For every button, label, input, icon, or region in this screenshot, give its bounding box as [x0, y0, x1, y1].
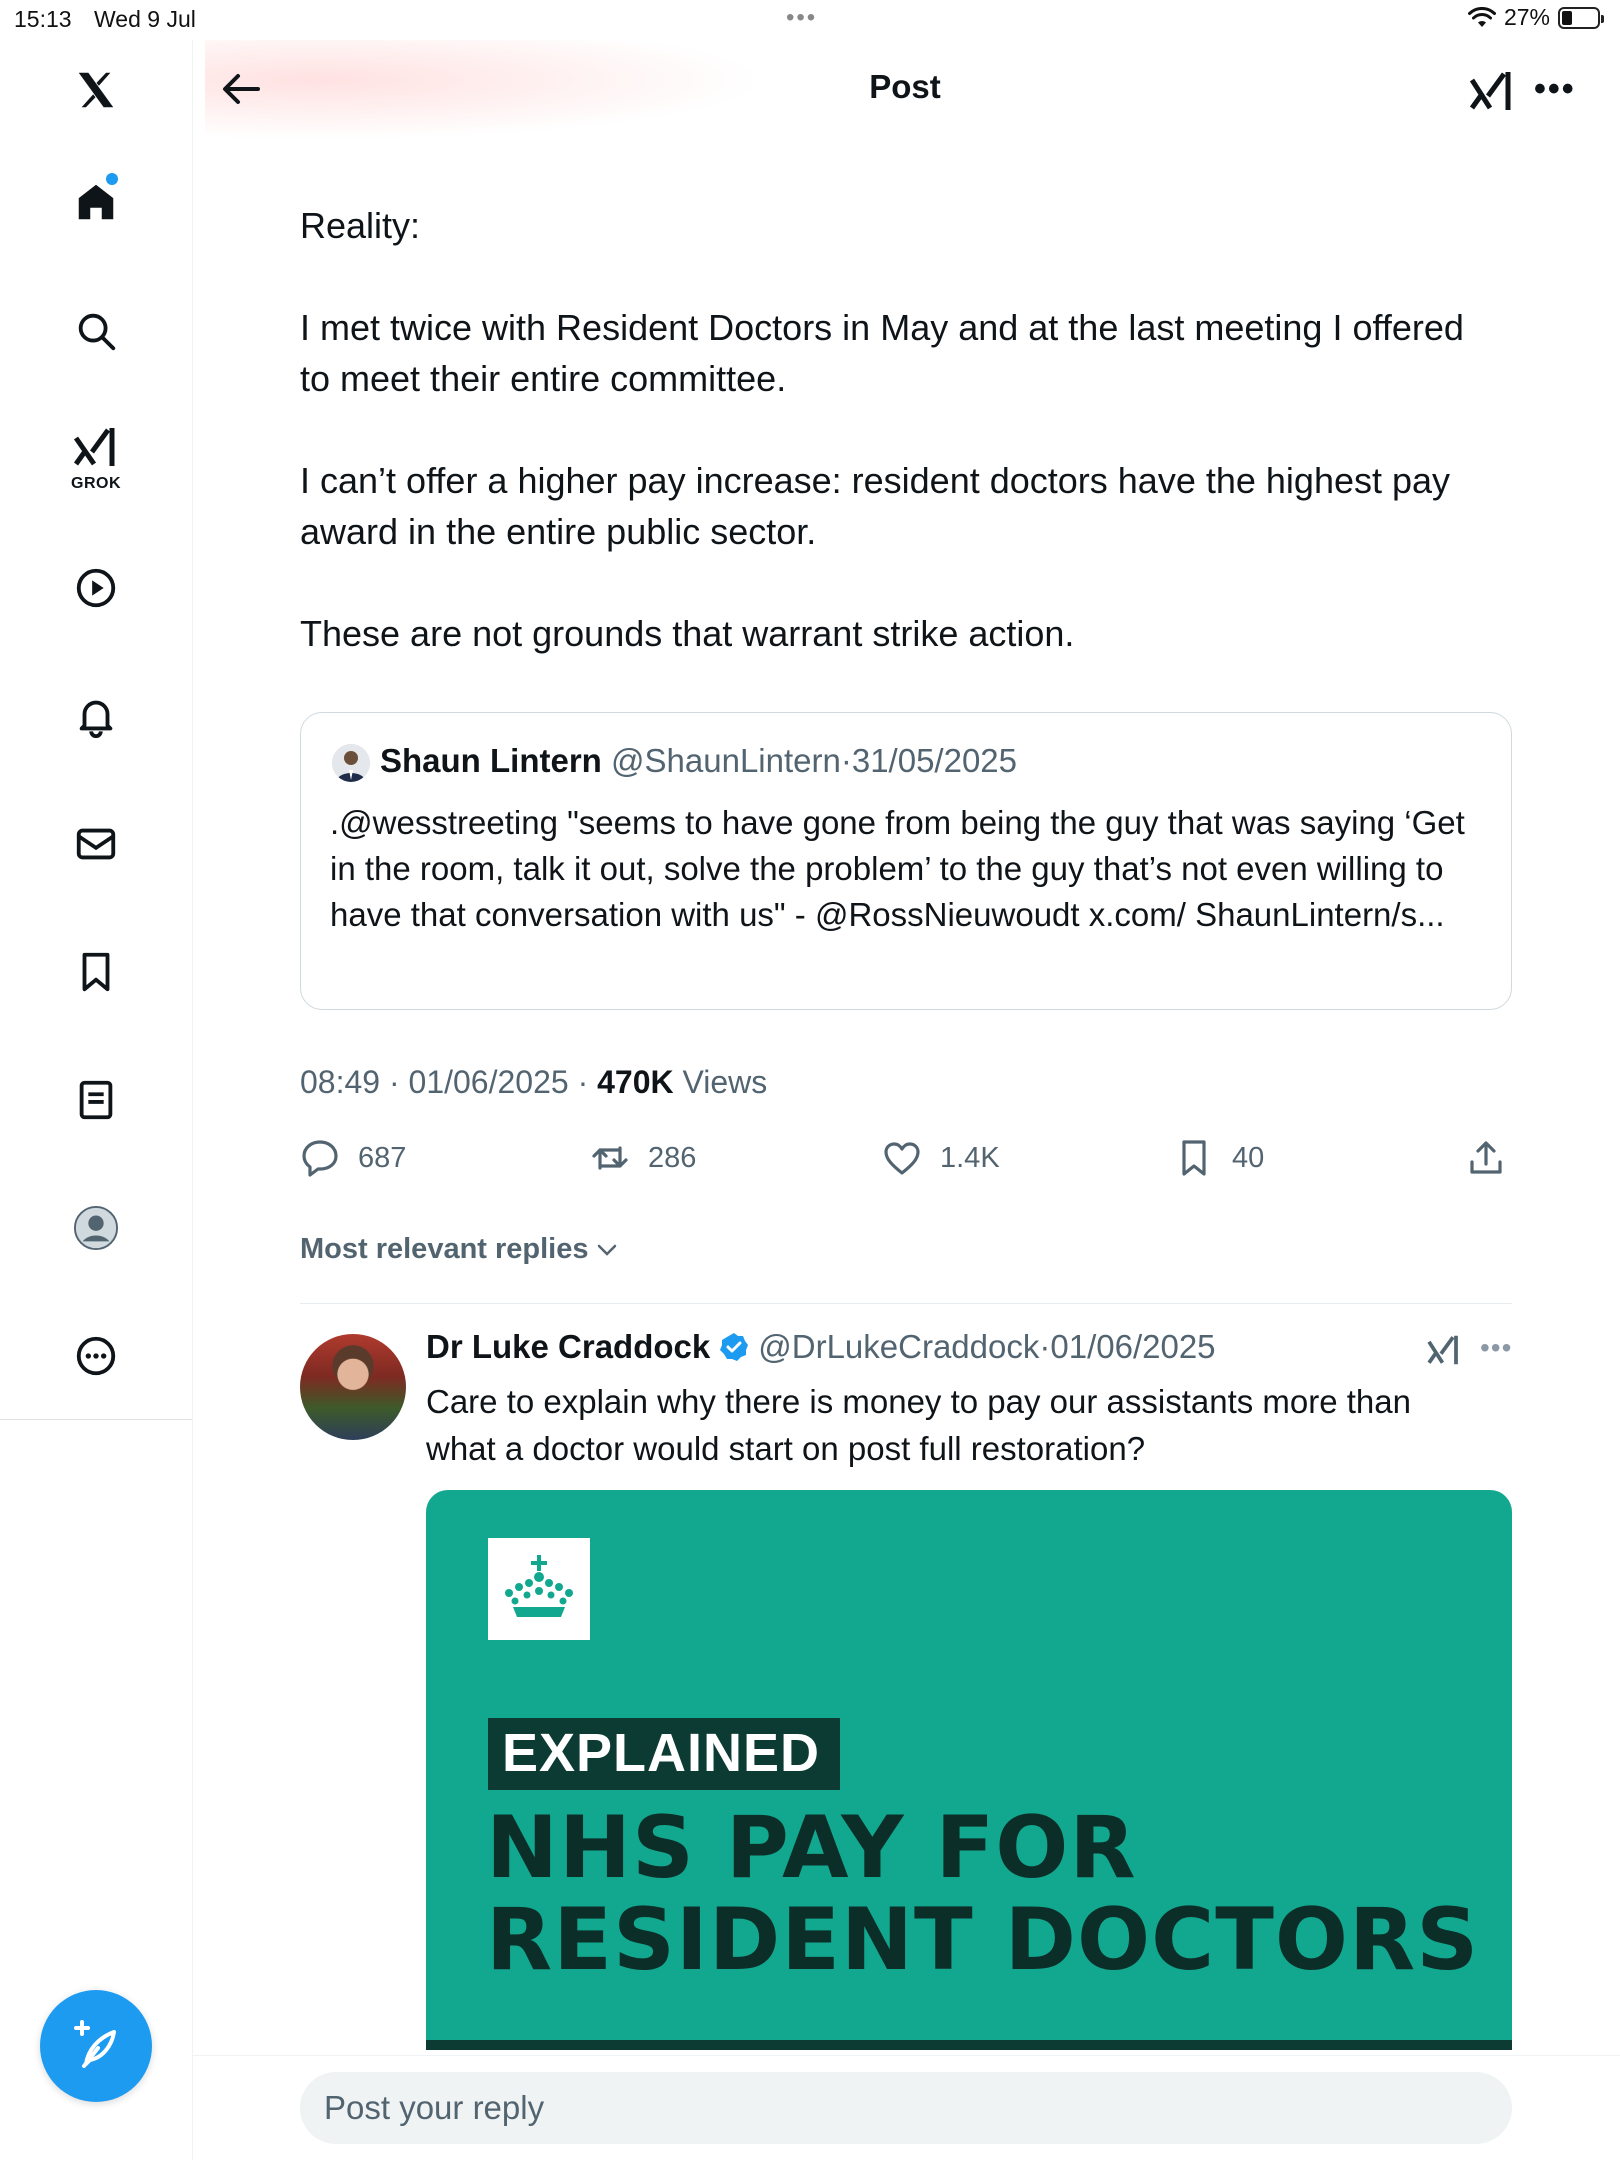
feather-plus-icon — [70, 2020, 122, 2072]
reply-input[interactable] — [300, 2072, 1512, 2144]
post-actions — [300, 1138, 1512, 1188]
post-timestamp: 08:49 · 01/06/2025 · 470K Views — [300, 1064, 768, 1100]
quote-author-handle[interactable]: @ShaunLintern — [611, 742, 841, 779]
reply-sort-dropdown[interactable] — [300, 1233, 619, 1266]
verified-badge-icon — [718, 1331, 750, 1363]
unread-dot — [106, 173, 118, 185]
bookmark-icon — [73, 949, 119, 995]
page-title: Post — [869, 68, 941, 105]
home-icon — [73, 179, 119, 225]
bookmark-button[interactable] — [1174, 1138, 1264, 1178]
media-tag: EXPLAINED — [488, 1718, 840, 1790]
sidebar-item-bookmarks[interactable] — [66, 942, 126, 1002]
quote-header — [380, 742, 1017, 780]
post-paragraph: I can’t offer a higher pay increase: resident doctors have the highest pay award in the entire public sector. — [300, 460, 1451, 552]
reply-author-handle[interactable]: @DrLukeCraddock — [758, 1328, 1040, 1365]
comment-icon — [300, 1138, 340, 1178]
quote-text: .@wesstreeting "seems to have gone from being the guy that was saying ‘Get in the room, talk it out, solve the problem’ to the guy that’s not even willing to have that conversation with us" - @RossNieuwoudt x.com/ ShaunLintern/s... — [330, 804, 1465, 933]
chevron-down-icon — [595, 1238, 619, 1262]
separator-dot: · — [1039, 1328, 1051, 1365]
grok-icon — [1468, 68, 1516, 114]
quote-avatar[interactable] — [332, 744, 370, 782]
reply-count: 687 — [358, 1141, 407, 1174]
reply-header — [426, 1328, 1216, 1366]
grok-icon — [72, 424, 120, 470]
multitasking-dots-icon[interactable]: ••• — [786, 4, 818, 31]
post-paragraph: I met twice with Resident Doctors in May and at the last meeting I offered to meet their entire committee. — [300, 307, 1464, 399]
crown-logo-icon — [488, 1538, 590, 1640]
status-indicators — [1468, 4, 1600, 31]
views-label: Views — [682, 1064, 768, 1100]
reply-author-name[interactable]: Dr Luke Craddock — [426, 1328, 711, 1365]
bookmark-count: 40 — [1232, 1141, 1265, 1174]
status-date: Wed 9 Jul — [94, 6, 196, 32]
bell-icon — [73, 693, 119, 739]
more-options-icon[interactable]: ••• — [1534, 70, 1576, 108]
views-count: 470K — [597, 1064, 674, 1100]
share-button[interactable] — [1466, 1138, 1506, 1178]
grok-header-button[interactable] — [1468, 68, 1516, 119]
bookmark-icon — [1174, 1138, 1214, 1178]
reply-text: Care to explain why there is money to pay our assistants more than what a doctor would start on post full restoration? — [426, 1383, 1411, 1467]
sidebar-divider — [0, 1419, 192, 1420]
sidebar-item-profile[interactable] — [66, 1198, 126, 1258]
sidebar-item-grok[interactable] — [66, 424, 126, 493]
sidebar-item-more[interactable] — [66, 1326, 126, 1386]
battery-percent: 27% — [1503, 4, 1550, 30]
blurred-region — [205, 40, 765, 140]
compose-post-button[interactable] — [40, 1990, 152, 2102]
grok-label: GROK — [71, 475, 121, 492]
search-icon — [73, 308, 119, 354]
repost-count: 286 — [648, 1141, 697, 1174]
media-title — [486, 1798, 1486, 1990]
share-icon — [1466, 1138, 1506, 1178]
post-paragraph: Reality: — [300, 205, 421, 246]
reply-media-image[interactable] — [426, 1490, 1512, 2050]
quote-date: 31/05/2025 — [851, 742, 1018, 779]
repost-button[interactable] — [590, 1138, 696, 1178]
reply-date: 01/06/2025 — [1050, 1328, 1216, 1365]
sidebar-item-notifications[interactable] — [66, 686, 126, 746]
post-time: 08:49 — [300, 1064, 381, 1100]
post-text — [300, 200, 1480, 659]
like-count: 1.4K — [940, 1141, 1000, 1174]
sidebar-item-lists[interactable] — [66, 1070, 126, 1130]
reply-avatar[interactable] — [300, 1334, 406, 1440]
post-date: 01/06/2025 — [408, 1064, 569, 1100]
arrow-left-icon — [218, 66, 264, 112]
reply-more-icon[interactable]: ••• — [1480, 1332, 1513, 1363]
mail-icon — [73, 821, 119, 867]
heart-icon — [882, 1138, 922, 1178]
media-title-line: NHS PAY FOR — [486, 1798, 1137, 1898]
sidebar-item-video[interactable] — [66, 558, 126, 618]
back-button[interactable] — [218, 66, 264, 117]
wifi-icon — [1468, 7, 1496, 29]
media-title-line: RESIDENT DOCTORS — [486, 1890, 1480, 1990]
quote-author-name[interactable]: Shaun Lintern — [380, 742, 602, 779]
reply-grok-button[interactable] — [1426, 1332, 1462, 1368]
like-button[interactable] — [882, 1138, 1000, 1178]
avatar-icon — [73, 1205, 119, 1251]
play-icon — [73, 565, 119, 611]
x-logo-icon[interactable] — [66, 60, 126, 120]
divider — [300, 1303, 1512, 1304]
post-paragraph: These are not grounds that warrant strike action. — [300, 613, 1075, 654]
more-icon — [73, 1333, 119, 1379]
repost-icon — [590, 1138, 630, 1178]
list-icon — [73, 1077, 119, 1123]
separator-dot: · — [840, 742, 852, 779]
battery-icon — [1558, 7, 1600, 29]
status-time: 15:13 — [14, 6, 72, 32]
media-bottom-band — [426, 2040, 1512, 2050]
grok-icon — [1426, 1332, 1462, 1368]
sidebar-item-search[interactable] — [66, 301, 126, 361]
reply-button[interactable] — [300, 1138, 406, 1178]
sort-label: Most relevant replies — [300, 1233, 589, 1265]
sidebar-item-messages[interactable] — [66, 814, 126, 874]
